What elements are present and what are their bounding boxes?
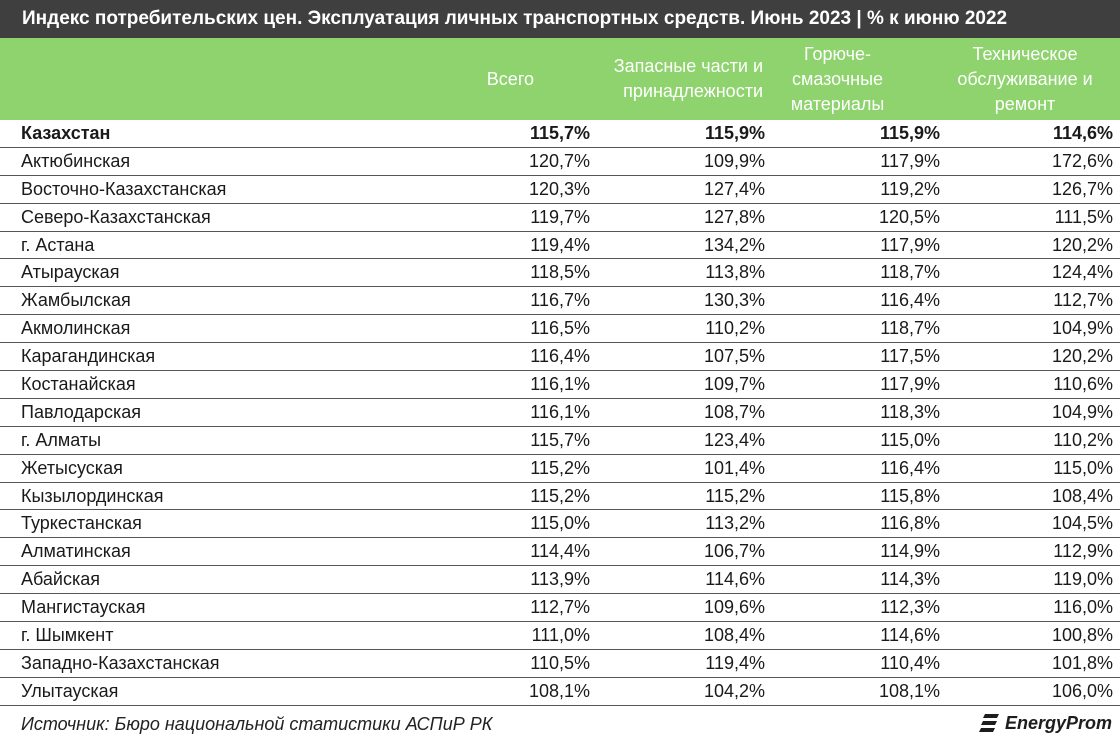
value-cell: 113,9%: [530, 569, 590, 590]
value-cell: 118,7%: [880, 262, 940, 283]
value-cell: 101,8%: [1051, 652, 1113, 673]
value-cell: 116,8%: [880, 513, 940, 534]
region-name: г. Шымкент: [21, 624, 114, 645]
value-cell: 117,9%: [880, 234, 940, 255]
region-name: Карагандинская: [21, 346, 156, 367]
value-cell: 119,4%: [705, 652, 765, 673]
table-row: [0, 678, 1120, 706]
value-cell: 112,3%: [880, 597, 940, 618]
region-name: г. Астана: [21, 234, 95, 255]
value-cell: 119,4%: [530, 234, 590, 255]
energyprom-logo: [979, 712, 1112, 734]
value-cell: 119,7%: [530, 206, 590, 227]
region-name: Жетысуская: [21, 457, 123, 478]
value-cell: 124,4%: [1051, 262, 1113, 283]
value-cell: 130,3%: [703, 290, 765, 311]
value-cell: 115,0%: [880, 429, 940, 450]
region-name: Туркестанская: [21, 513, 142, 534]
table-row: [0, 176, 1120, 204]
table-header: [0, 38, 1120, 120]
region-name: г. Алматы: [21, 429, 102, 450]
value-cell: 116,4%: [530, 346, 590, 367]
value-cell: 110,6%: [1053, 373, 1113, 394]
value-cell: 120,3%: [528, 178, 590, 199]
value-cell: 115,0%: [1053, 457, 1113, 478]
value-cell: 109,6%: [703, 597, 765, 618]
table-title: Индекс потребительских цен. Эксплуатация личных транспортных средств. Июнь 2023 | % к июню 2022: [0, 0, 1120, 38]
table-row: [0, 594, 1120, 622]
value-cell: 110,2%: [705, 318, 765, 339]
value-cell: 120,2%: [1051, 346, 1113, 367]
value-cell: 117,9%: [880, 150, 940, 171]
table-row: [0, 538, 1120, 566]
table-row: [0, 232, 1120, 260]
value-cell: 107,5%: [703, 346, 765, 367]
value-cell: 108,7%: [703, 401, 765, 422]
value-cell: 115,2%: [530, 485, 590, 506]
table-row: [0, 120, 1120, 148]
table-row: [0, 204, 1120, 232]
value-cell: 115,9%: [704, 122, 765, 143]
table-body: [0, 120, 1120, 706]
value-cell: 116,4%: [880, 457, 940, 478]
header-total: Всего: [486, 68, 534, 89]
value-cell: 110,2%: [1053, 429, 1113, 450]
region-name: Восточно-Казахстанская: [21, 178, 227, 199]
value-cell: 119,0%: [1053, 569, 1113, 590]
region-name: Абайская: [21, 569, 100, 590]
table-row: [0, 510, 1120, 538]
value-cell: 115,9%: [879, 122, 940, 143]
value-cell: 126,7%: [1051, 178, 1113, 199]
table-row: [0, 371, 1120, 399]
value-cell: 115,7%: [529, 122, 590, 143]
value-cell: 113,8%: [705, 262, 765, 283]
value-cell: 120,2%: [1051, 234, 1113, 255]
value-cell: 114,3%: [880, 569, 940, 590]
value-cell: 109,9%: [703, 150, 765, 171]
table-row: [0, 455, 1120, 483]
value-cell: 108,4%: [703, 624, 765, 645]
region-name: Акмолинская: [21, 318, 131, 339]
region-name: Западно-Казахстанская: [21, 652, 220, 673]
table-row: [0, 399, 1120, 427]
value-cell: 115,8%: [880, 485, 940, 506]
value-cell: 120,7%: [528, 150, 590, 171]
value-cell: 100,8%: [1051, 624, 1113, 645]
value-cell: 117,5%: [880, 346, 940, 367]
region-name: Северо-Казахстанская: [21, 206, 211, 227]
value-cell: 112,9%: [1053, 541, 1113, 562]
value-cell: 111,5%: [1054, 206, 1113, 227]
value-cell: 118,7%: [880, 318, 940, 339]
value-cell: 127,8%: [703, 206, 765, 227]
header-parts: Запасные части и принадлежности: [613, 56, 763, 101]
value-cell: 114,6%: [880, 624, 940, 645]
region-name: Павлодарская: [21, 401, 141, 422]
value-cell: 118,5%: [530, 262, 590, 283]
value-cell: 123,4%: [703, 429, 765, 450]
value-cell: 116,0%: [1053, 597, 1113, 618]
value-cell: 106,7%: [703, 541, 765, 562]
value-cell: 104,5%: [1051, 513, 1113, 534]
value-cell: 115,2%: [705, 485, 765, 506]
value-cell: 172,6%: [1051, 150, 1113, 171]
table-row: [0, 148, 1120, 176]
value-cell: 110,4%: [880, 652, 940, 673]
value-cell: 116,7%: [530, 290, 590, 311]
value-cell: 108,1%: [878, 680, 940, 701]
value-cell: 114,9%: [880, 541, 940, 562]
value-cell: 110,5%: [530, 652, 590, 673]
region-name: Жамбылская: [21, 290, 131, 311]
footer: [0, 706, 1120, 744]
value-cell: 119,2%: [880, 178, 940, 199]
value-cell: 104,9%: [1051, 318, 1113, 339]
value-cell: 101,4%: [703, 457, 765, 478]
region-name: Костанайская: [21, 373, 136, 394]
region-name: Алматинская: [21, 541, 131, 562]
value-cell: 116,4%: [880, 290, 940, 311]
table-row: [0, 566, 1120, 594]
value-cell: 112,7%: [530, 597, 590, 618]
table-row: [0, 259, 1120, 287]
value-cell: 114,6%: [705, 569, 765, 590]
value-cell: 116,1%: [530, 373, 590, 394]
value-cell: 115,0%: [530, 513, 590, 534]
value-cell: 104,2%: [703, 680, 765, 701]
value-cell: 114,4%: [530, 541, 590, 562]
table-row: [0, 287, 1120, 315]
header-fuel: Горюче-смазочные материалы: [790, 43, 885, 114]
value-cell: 113,2%: [705, 513, 765, 534]
table-row: [0, 650, 1120, 678]
region-name: Улытауская: [21, 680, 119, 701]
value-cell: 108,4%: [1051, 485, 1113, 506]
value-cell: 109,7%: [703, 373, 765, 394]
table-row: [0, 622, 1120, 650]
value-cell: 104,9%: [1051, 401, 1113, 422]
value-cell: 115,2%: [530, 457, 590, 478]
value-cell: 127,4%: [703, 178, 765, 199]
energyprom-logo-icon: [979, 712, 1001, 734]
value-cell: 106,0%: [1051, 680, 1113, 701]
header-service: Техническое обслуживание и ремонт: [957, 43, 1093, 114]
value-cell: 108,1%: [528, 680, 590, 701]
region-name: Актюбинская: [21, 150, 131, 171]
region-name: Кызылординская: [21, 485, 164, 506]
value-cell: 134,2%: [703, 234, 765, 255]
value-cell: 117,9%: [880, 373, 940, 394]
value-cell: 115,7%: [530, 429, 590, 450]
table-row: [0, 315, 1120, 343]
region-name: Казахстан: [21, 122, 111, 143]
value-cell: 118,3%: [880, 401, 940, 422]
region-name: Атырауская: [21, 262, 120, 283]
table-row: [0, 483, 1120, 511]
value-cell: 112,7%: [1053, 290, 1113, 311]
value-cell: 114,6%: [1052, 122, 1113, 143]
table-row: [0, 427, 1120, 455]
logo-text: EnergyProm: [1004, 712, 1112, 733]
source-note: Источник: Бюро национальной статистики АСПиР РК: [21, 714, 493, 734]
value-cell: 120,5%: [878, 206, 940, 227]
value-cell: 116,5%: [530, 318, 590, 339]
value-cell: 111,0%: [531, 624, 590, 645]
region-name: Мангистауская: [21, 597, 146, 618]
table-row: [0, 343, 1120, 371]
value-cell: 116,1%: [530, 401, 590, 422]
